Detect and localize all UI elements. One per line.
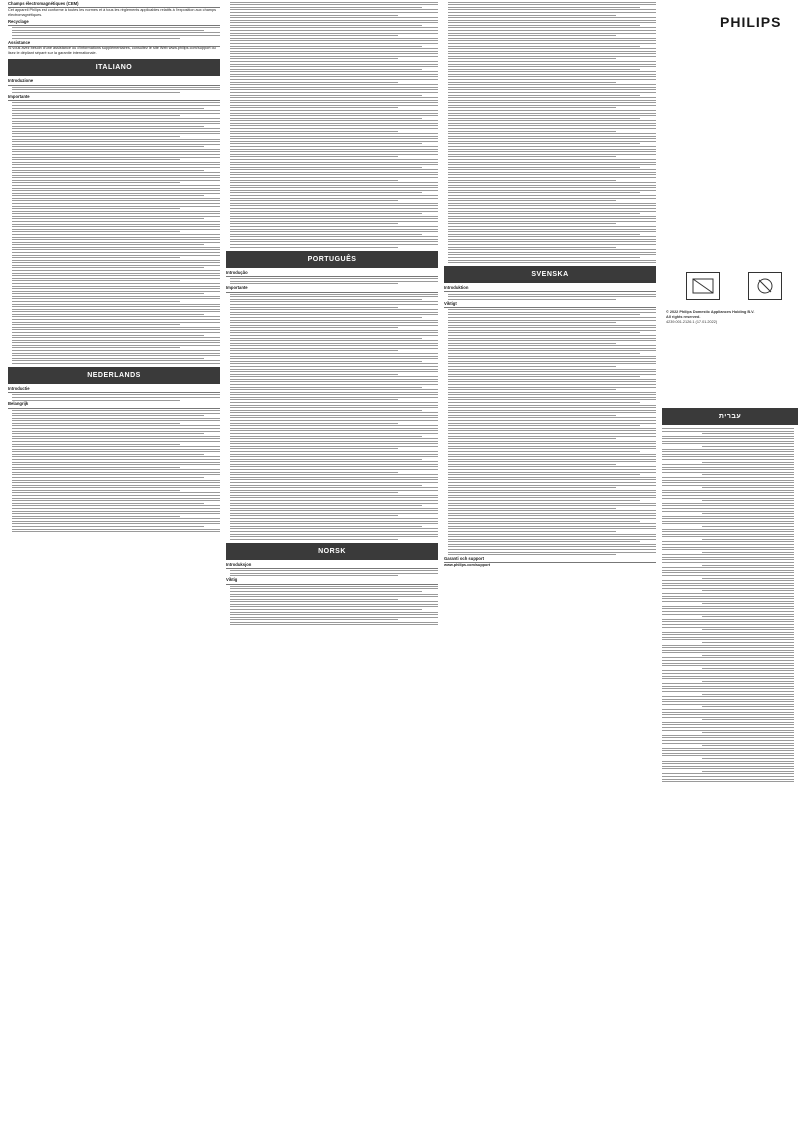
nl-intro-heading: Introductie xyxy=(8,387,220,393)
philips-logo: PHILIPS xyxy=(720,14,782,30)
nl-body xyxy=(8,410,220,532)
column-3 xyxy=(444,0,656,1122)
it-intro-heading: Introduzione xyxy=(8,79,220,85)
no-continued xyxy=(444,2,656,263)
no-body xyxy=(226,586,438,626)
no-intro-heading: Introduksjon xyxy=(226,563,438,569)
section-italiano: ITALIANO xyxy=(8,59,220,76)
section-portugues: PORTUGUÊS xyxy=(226,251,438,268)
column-4 xyxy=(662,0,798,1122)
section-hebrew: עברית xyxy=(662,408,798,425)
sv-support-link[interactable]: www.philips.com/support xyxy=(444,562,491,567)
pt-important-heading: Importante xyxy=(226,286,438,292)
document-code: 4239.001.2126.1 (17.01.2022) xyxy=(666,320,718,324)
it-body xyxy=(8,102,220,363)
section-svenska: SVENSKA xyxy=(444,266,656,283)
figure-1-icon xyxy=(686,272,720,300)
section-nederlands: NEDERLANDS xyxy=(8,367,220,384)
service-heading: Assistance xyxy=(8,41,220,47)
service-text: Si vous avez besoin d'une assistance ou d'informations supplémentaires, consultez le site Web www.philips.com/support ou lisez le dépliant séparé sur la garantie internationale. xyxy=(8,46,216,56)
figure-2-icon xyxy=(748,272,782,300)
copyright-text: © 2022 Philips Domestic Appliances Holding B.V. xyxy=(666,310,755,314)
pt-body xyxy=(226,294,438,540)
sv-body xyxy=(444,309,656,555)
column-1 xyxy=(8,0,220,1122)
emf-text: Cet appareil Philips est conforme à toutes les normes et à tous les règlements applicables relatifs à l'exposition aux champs électromagnétiques. xyxy=(8,7,216,17)
section-norsk: NORSK xyxy=(226,543,438,560)
rights-text: All rights reserved. xyxy=(666,315,701,319)
sv-guarantee-heading: Garanti och support xyxy=(444,557,656,563)
he-body xyxy=(662,428,798,782)
nl-continued xyxy=(226,2,438,248)
pt-intro-heading: Introdução xyxy=(226,271,438,277)
recycle-heading: Recyclage xyxy=(8,20,220,26)
copyright-block xyxy=(666,310,786,325)
nl-important-heading: Belangrijk xyxy=(8,402,220,408)
column-2 xyxy=(226,0,438,1122)
it-important-heading: Importante xyxy=(8,95,220,101)
sv-important-heading: Viktigt xyxy=(444,302,656,308)
recycle-body xyxy=(8,27,220,38)
sv-intro-heading: Introduktion xyxy=(444,286,656,292)
emf-heading: Champs électromagnétiques (CEM) xyxy=(8,2,220,8)
no-important-heading: Viktig xyxy=(226,578,438,584)
